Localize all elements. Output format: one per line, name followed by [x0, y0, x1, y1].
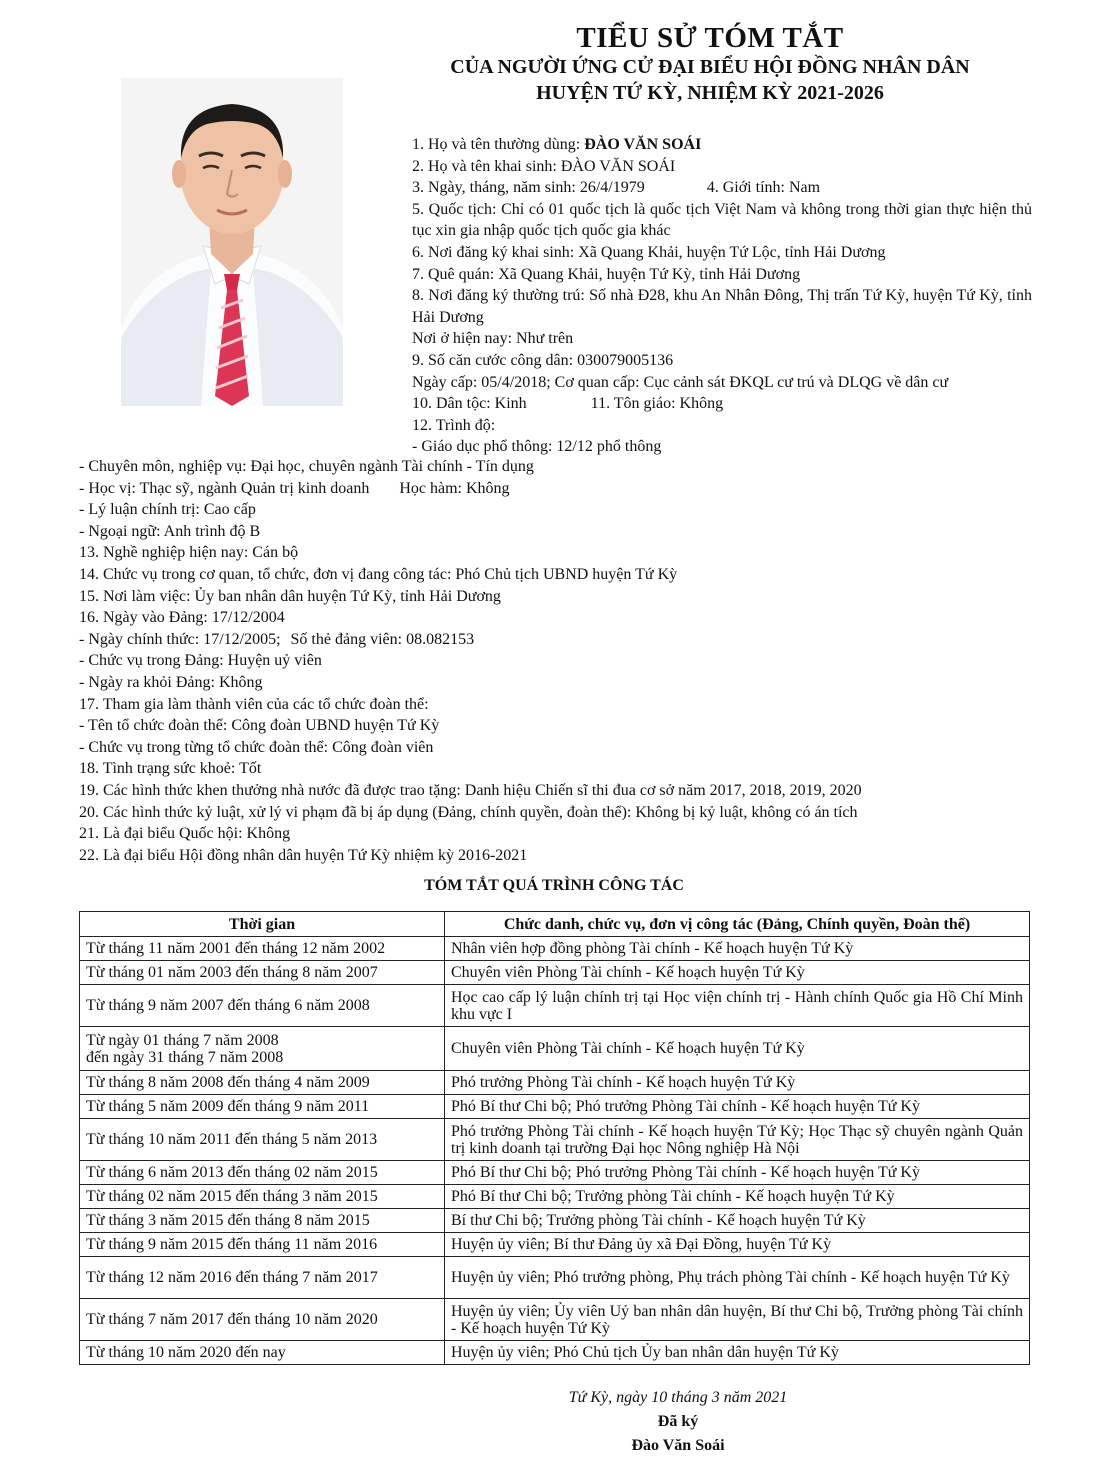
document-subtitle-1: CỦA NGƯỜI ỨNG CỬ ĐẠI BIỂU HỘI ĐỒNG NHÂN DÂN — [450, 56, 970, 78]
info-line-b15: 18. Tình trạng sức khoẻ: Tốt — [79, 760, 262, 778]
info-label: 1. Họ và tên thường dùng: — [412, 136, 585, 153]
period-cell: Từ tháng 01 năm 2003 đến tháng 8 năm 2007 — [80, 961, 445, 985]
info-line-b2 — [79, 478, 1039, 500]
table-row — [80, 1027, 1030, 1071]
period-end: đến ngày 31 tháng 7 năm 2008 — [86, 1048, 284, 1066]
role-cell: Bí thư Chi bộ; Trưởng phòng Tài chính - Kế hoạch huyện Tứ Kỳ — [445, 1209, 1030, 1233]
info-line-5: 5. Quốc tịch: Chỉ có 01 quốc tịch là quốc tịch Việt Nam và không trong thời gian thực hiện thủ tục xin gia nhập quốc tịch quốc gia khác — [412, 200, 1032, 240]
personal-info-bottom — [79, 456, 1039, 866]
table-row — [80, 1185, 1030, 1209]
table-row — [80, 1299, 1030, 1341]
role-cell: Huyện ủy viên; Phó trưởng phòng, Phụ trách phòng Tài chính - Kế hoạch huyện Tứ Kỳ — [445, 1257, 1030, 1299]
table-row — [80, 1161, 1030, 1185]
table-row — [80, 1209, 1030, 1233]
column-header-role: Chức danh, chức vụ, đơn vị công tác (Đảng, Chính quyền, Đoàn thể) — [445, 912, 1030, 937]
info-line-2: 2. Họ và tên khai sinh: ĐÀO VĂN SOÁI — [412, 157, 676, 175]
table-row — [80, 1119, 1030, 1161]
info-line-b19: 22. Là đại biểu Hội đồng nhân dân huyện Tứ Kỳ nhiệm kỳ 2016-2021 — [79, 846, 528, 864]
info-line-b8: 16. Ngày vào Đảng: 17/12/2004 — [79, 609, 285, 627]
info-line-12: 12. Trình độ: — [412, 416, 496, 434]
role-cell: Phó trưởng Phòng Tài chính - Kế hoạch huyện Tứ Kỳ — [445, 1071, 1030, 1095]
party-card-number: Số thẻ đảng viên: 08.082153 — [290, 630, 475, 648]
table-row — [80, 1095, 1030, 1119]
role-cell: Phó Bí thư Chi bộ; Phó trưởng Phòng Tài chính - Kế hoạch huyện Tứ Kỳ — [445, 1161, 1030, 1185]
period-cell — [80, 1027, 445, 1071]
official-date: - Ngày chính thức: 17/12/2005; — [79, 630, 281, 648]
info-line-b1: - Chuyên môn, nghiệp vụ: Đại học, chuyên ngành Tài chính - Tín dụng — [79, 458, 534, 475]
role-cell: Phó Bí thư Chi bộ; Phó trưởng Phòng Tài chính - Kế hoạch huyện Tứ Kỳ — [445, 1095, 1030, 1119]
period-start: Từ ngày 01 tháng 7 năm 2008 — [86, 1031, 279, 1049]
table-row — [80, 961, 1030, 985]
info-line-3 — [412, 177, 1032, 199]
table-row — [80, 1257, 1030, 1299]
info-line-8b: Nơi ở hiện nay: Như trên — [412, 330, 574, 348]
role-cell: Nhân viên hợp đồng phòng Tài chính - Kế hoạch huyện Tứ Kỳ — [445, 937, 1030, 961]
table-row — [80, 1071, 1030, 1095]
period-cell: Từ tháng 10 năm 2011 đến tháng 5 năm 2013 — [80, 1119, 445, 1161]
role-cell: Huyện ủy viên; Bí thư Đảng ủy xã Đại Đồng, huyện Tứ Kỳ — [445, 1233, 1030, 1257]
table-header-row — [80, 912, 1030, 937]
info-line-b17: 20. Các hình thức kỷ luật, xử lý vi phạm đã bị áp dụng (Đảng, chính quyền, đoàn thể): Không bị kỷ luật, không có án tích — [79, 803, 858, 821]
birth-date: 3. Ngày, tháng, năm sinh: 26/4/1979 — [412, 179, 645, 197]
personal-info-top — [412, 134, 1032, 458]
info-line-7: 7. Quê quán: Xã Quang Khải, huyện Tứ Kỳ, tỉnh Hải Dương — [412, 265, 801, 283]
info-line-9: 9. Số căn cước công dân: 030079005136 — [412, 351, 674, 369]
info-line-6: 6. Nơi đăng ký khai sinh: Xã Quang Khải, huyện Tứ Lộc, tỉnh Hải Dương — [412, 243, 886, 261]
common-name: ĐÀO VĂN SOÁI — [584, 136, 702, 153]
period-cell: Từ tháng 5 năm 2009 đến tháng 9 năm 2011 — [80, 1095, 445, 1119]
role-cell: Huyện ủy viên; Ủy viên Uỷ ban nhân dân huyện, Bí thư Chi bộ, Trưởng phòng Tài chính - Kế hoạch huyện Tứ Kỳ — [445, 1299, 1030, 1341]
info-line-b16: 19. Các hình thức khen thưởng nhà nước đã được trao tặng: Danh hiệu Chiến sĩ thi đua cơ sở năm 2017, 2018, 2019, 2020 — [79, 781, 862, 799]
work-history-table — [79, 911, 1030, 1365]
degree: - Học vị: Thạc sỹ, ngành Quản trị kinh doanh — [79, 479, 370, 497]
period-cell: Từ tháng 12 năm 2016 đến tháng 7 năm 2017 — [80, 1257, 445, 1299]
period-cell: Từ tháng 10 năm 2020 đến nay — [80, 1341, 445, 1365]
info-line-b4: - Ngoại ngữ: Anh trình độ B — [79, 522, 261, 540]
info-line-10 — [412, 393, 1032, 415]
signed-note: Đã ký — [657, 1413, 699, 1430]
document-title: TIỂU SỬ TÓM TẮT — [576, 22, 844, 54]
period-cell: Từ tháng 8 năm 2008 đến tháng 4 năm 2009 — [80, 1071, 445, 1095]
role-cell: Phó trưởng Phòng Tài chính - Kế hoạch huyện Tứ Kỳ; Học Thạc sỹ chuyên ngành Quản trị kinh doanh tại trường Đại học Nông nghiệp Hà Nội — [445, 1119, 1030, 1161]
period-cell: Từ tháng 3 năm 2015 đến tháng 8 năm 2015 — [80, 1209, 445, 1233]
document-subtitle-2: HUYỆN TỨ KỲ, NHIỆM KỲ 2021-2026 — [536, 82, 884, 104]
info-line-b14: - Chức vụ trong từng tổ chức đoàn thể: Công đoàn viên — [79, 738, 434, 756]
info-line-b11: - Ngày ra khỏi Đảng: Không — [79, 673, 263, 691]
period-cell: Từ tháng 6 năm 2013 đến tháng 02 năm 2015 — [80, 1161, 445, 1185]
info-line-b10: - Chức vụ trong Đảng: Huyện uỷ viên — [79, 652, 322, 670]
info-line-b18: 21. Là đại biểu Quốc hội: Không — [79, 825, 291, 843]
role-cell: Học cao cấp lý luận chính trị tại Học viện chính trị - Hành chính Quốc gia Hồ Chí Minh khu vực I — [445, 985, 1030, 1027]
role-cell: Phó Bí thư Chi bộ; Trưởng phòng Tài chính - Kế hoạch huyện Tứ Kỳ — [445, 1185, 1030, 1209]
place-date: Tứ Kỳ, ngày 10 tháng 3 năm 2021 — [568, 1389, 788, 1406]
academic-title: Học hàm: Không — [399, 479, 510, 497]
info-line-8: 8. Nơi đăng ký thường trú: Số nhà Đ28, khu An Nhân Đông, Thị trấn Tứ Kỳ, huyện Tứ Kỳ, tỉnh Hải Dương — [412, 287, 1032, 326]
info-line-b7: 15. Nơi làm việc: Ủy ban nhân dân huyện Tứ Kỳ, tỉnh Hải Dương — [79, 587, 501, 605]
info-line-b3: - Lý luận chính trị: Cao cấp — [79, 501, 256, 519]
column-header-period: Thời gian — [80, 912, 445, 937]
role-cell: Chuyên viên Phòng Tài chính - Kế hoạch huyện Tứ Kỳ — [445, 1027, 1030, 1071]
period-cell: Từ tháng 11 năm 2001 đến tháng 12 năm 2002 — [80, 937, 445, 961]
period-cell: Từ tháng 9 năm 2015 đến tháng 11 năm 2016 — [80, 1233, 445, 1257]
signer-name: Đào Văn Soái — [631, 1437, 725, 1454]
work-history-title: TÓM TẮT QUÁ TRÌNH CÔNG TÁC — [424, 877, 684, 894]
info-line-b9 — [79, 629, 1039, 651]
info-line-9b: Ngày cấp: 05/4/2018; Cơ quan cấp: Cục cảnh sát ĐKQL cư trú và DLQG về dân cư — [412, 373, 949, 391]
gender: 4. Giới tính: Nam — [706, 179, 821, 197]
info-line-b6: 14. Chức vụ trong cơ quan, tổ chức, đơn vị đang công tác: Phó Chủ tịch UBND huyện Tứ Kỳ — [79, 565, 678, 583]
portrait-photo — [121, 78, 343, 406]
period-cell: Từ tháng 9 năm 2007 đến tháng 6 năm 2008 — [80, 985, 445, 1027]
role-cell: Chuyên viên Phòng Tài chính - Kế hoạch huyện Tứ Kỳ — [445, 961, 1030, 985]
info-line-b12: 17. Tham gia làm thành viên của các tổ chức đoàn thể: — [79, 695, 429, 713]
table-row — [80, 1233, 1030, 1257]
table-row — [80, 1341, 1030, 1365]
period-cell: Từ tháng 7 năm 2017 đến tháng 10 năm 2020 — [80, 1299, 445, 1341]
period-cell: Từ tháng 02 năm 2015 đến tháng 3 năm 2015 — [80, 1185, 445, 1209]
religion: 11. Tôn giáo: Không — [590, 395, 724, 413]
table-row — [80, 937, 1030, 961]
info-line-b5: 13. Nghề nghiệp hiện nay: Cán bộ — [79, 544, 299, 562]
info-line-1 — [412, 134, 1032, 156]
signature-block — [528, 1386, 828, 1458]
table-row — [80, 985, 1030, 1027]
info-line-b13: - Tên tổ chức đoàn thể: Công đoàn UBND huyện Tứ Kỳ — [79, 717, 440, 735]
info-line-12a: - Giáo dục phổ thông: 12/12 phổ thông — [412, 438, 662, 456]
document-header — [360, 22, 1060, 106]
ethnicity: 10. Dân tộc: Kinh — [412, 395, 527, 413]
role-cell: Huyện ủy viên; Phó Chủ tịch Ủy ban nhân dân huyện Tứ Kỳ — [445, 1341, 1030, 1365]
